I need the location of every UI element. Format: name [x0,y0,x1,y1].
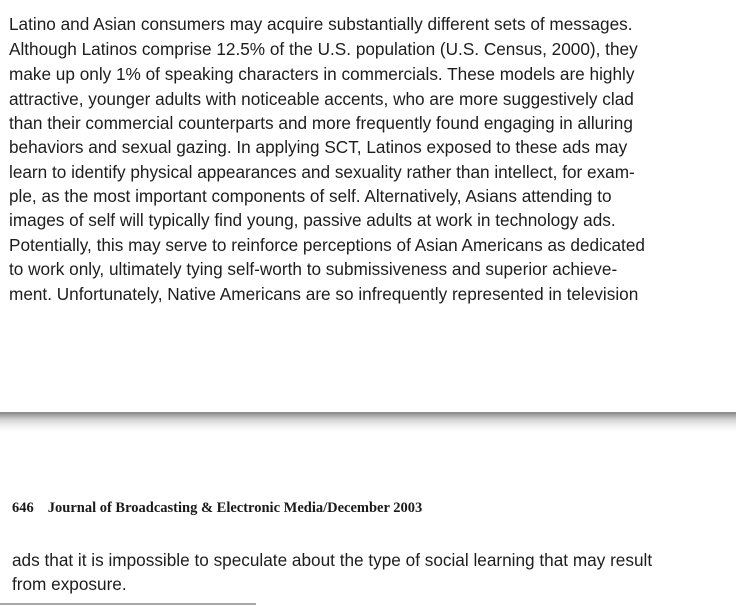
continuation-line: from exposure. [12,574,127,594]
paragraph-line: attractive, younger adults with noticeable accents, who are more suggestively clad [9,89,634,109]
running-footer [12,497,422,519]
paragraph-line: Potentially, this may serve to reinforce perceptions of Asian Americans as dedicated [9,235,645,255]
paragraph-line: Latino and Asian consumers may acquire substantially different sets of messages. [9,14,633,34]
page-break-shadow [0,414,736,432]
paragraph-line: make up only 1% of speaking characters in commercials. These models are highly [9,64,635,84]
paragraph-line: to work only, ultimately tying self-worth to submissiveness and superior achieve- [9,259,618,279]
paragraph-line: images of self will typically find young, passive adults at work in technology ads. [9,210,616,230]
bottom-rule [0,603,256,605]
paragraph-line: ment. Unfortunately, Native Americans are so infrequently represented in television [9,284,639,304]
paragraph-line: ple, as the most important components of self. Alternatively, Asians attending to [9,186,612,206]
journal-citation: Journal of Broadcasting & Electronic Media/December 2003 [47,500,423,516]
paragraph-line: than their commercial counterparts and more frequently found engaging in alluring [9,113,633,133]
paragraph-line: learn to identify physical appearances and sexuality rather than intellect, for exam- [9,162,635,182]
page-number: 646 [12,500,34,516]
continuation-line: ads that it is impossible to speculate about the type of social learning that may result [12,550,653,570]
paragraph-line: behaviors and sexual gazing. In applying SCT, Latinos exposed to these ads may [9,137,628,157]
paragraph-line: Although Latinos comprise 12.5% of the U.S. population (U.S. Census, 2000), they [9,39,638,59]
